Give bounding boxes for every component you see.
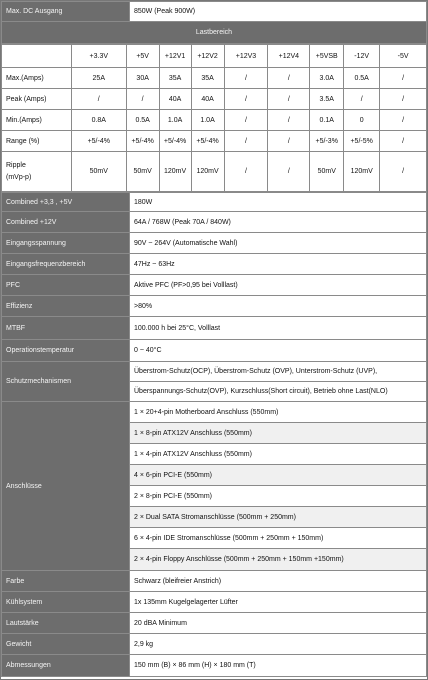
connector-item: 2 × 8-pin PCI-E (550mm) [130,486,427,507]
cell: / [268,110,310,131]
cell: / [380,152,427,192]
spec-value: >80% [130,296,427,317]
connector-item: 1 × 20+4-pin Motherboard Anschluss (550mm) [130,402,427,423]
spec-row [2,613,427,634]
max-dc-label: Max. DC Ausgang [2,2,130,22]
cell: +5/-4% [191,131,224,152]
cell: +5/-4% [71,131,126,152]
protection-row [2,362,427,382]
spec-value: Schwarz (bleifreier Anstrich) [130,571,427,592]
load-range-table [1,44,427,192]
cell: / [268,68,310,89]
spec-row [2,340,427,362]
table-row [2,131,427,152]
spec-value: 47Hz ~ 63Hz [130,254,427,275]
cell: 50mV [126,152,159,192]
spec-row [2,275,427,296]
cell: / [268,152,310,192]
spec-label: Effizienz [2,296,130,317]
cell: / [380,68,427,89]
ripple-label-line1: Ripple [6,161,26,169]
cell: +5/-5% [344,131,380,152]
spec-value: Aktive PFC (PF>0,95 bei Volllast) [130,275,427,296]
spec-label: Gewicht [2,634,130,655]
cell: / [224,68,268,89]
connector-item: 6 × 4-pin IDE Stromanschlüsse (500mm + 250mm + 150mm) [130,528,427,549]
col-header: -5V [380,45,427,68]
spec-row [2,254,427,275]
cell: 120mV [159,152,191,192]
cell: / [224,110,268,131]
cell: 3.5A [310,89,344,110]
spec-value: 150 mm (B) × 86 mm (H) × 180 mm (T) [130,655,427,677]
header-table [1,1,427,44]
connector-row [2,402,427,423]
cell: 1.0A [159,110,191,131]
spec-row [2,592,427,613]
spec-value: 90V ~ 264V (Automatische Wahl) [130,233,427,254]
spec-row [2,233,427,254]
spec-row [2,634,427,655]
cell: 50mV [310,152,344,192]
connector-item: 4 × 6-pin PCI-E (550mm) [130,465,427,486]
load-header-row [2,45,427,68]
spec-label: Kühlsystem [2,592,130,613]
corner-cell [2,45,72,68]
cell: 50mV [71,152,126,192]
cell: / [126,89,159,110]
row-label: Range (%) [2,131,72,152]
protection-label: Schutzmechanismen [2,362,130,402]
ripple-label-line2: (mVp-p) [6,173,32,181]
cell: 0.1A [310,110,344,131]
spec-label: Operationstemperatur [2,340,130,362]
connector-item: 1 × 4-pin ATX12V Anschluss (550mm) [130,444,427,465]
spec-value: 64A / 768W (Peak 70A / 840W) [130,212,427,233]
cell: 120mV [191,152,224,192]
spec-value: 0 ~ 40°C [130,340,427,362]
protection-line2: Überspannungs-Schutz(OVP), Kurzschluss(Short circuit), Betrieb ohne Last(NLO) [130,382,427,402]
connector-item: 2 × 4-pin Floppy Anschlüsse (500mm + 250mm + 150mm +150mm) [130,549,427,571]
cell: / [268,131,310,152]
cell: / [380,110,427,131]
spec-label: MTBF [2,317,130,340]
protection-line1: Überstrom-Schutz(OCP), Überstrom-Schutz (OVP), Unterstrom-Schutz (UVP), [130,362,427,382]
cell: 0.8A [71,110,126,131]
spec-label: PFC [2,275,130,296]
spec-row [2,193,427,212]
cell: +5/-4% [159,131,191,152]
connector-item: 2 × Dual SATA Stromanschlüsse (500mm + 250mm) [130,507,427,528]
cell: 35A [159,68,191,89]
spec-label: Combined +3,3 , +5V [2,193,130,212]
row-label: Max.(Amps) [2,68,72,89]
spec-row [2,296,427,317]
cell: 30A [126,68,159,89]
cell: / [380,89,427,110]
cell: / [380,131,427,152]
spec-value: 100.000 h bei 25°C, Volllast [130,317,427,340]
table-row [2,68,427,89]
cell: 0.5A [344,68,380,89]
col-header: +12V1 [159,45,191,68]
spec-label: Eingangsfrequenzbereich [2,254,130,275]
table-row [2,89,427,110]
cell: 120mV [344,152,380,192]
spec-row [2,317,427,340]
spec-label: Eingangsspannung [2,233,130,254]
spec-row [2,655,427,677]
cell: / [344,89,380,110]
cell: 1.0A [191,110,224,131]
cell: / [224,131,268,152]
max-dc-value: 850W (Peak 900W) [130,2,427,22]
col-header: +3.3V [71,45,126,68]
cell: +5/-3% [310,131,344,152]
cell: 40A [191,89,224,110]
cell: / [224,152,268,192]
cell: / [71,89,126,110]
cell: 35A [191,68,224,89]
col-header: +5VSB [310,45,344,68]
cell: 40A [159,89,191,110]
row-label: Min.(Amps) [2,110,72,131]
col-header: +12V4 [268,45,310,68]
spec-label: Farbe [2,571,130,592]
row-label-ripple [2,152,72,192]
table-row [2,110,427,131]
specs-table [1,192,427,677]
cell: +5/-4% [126,131,159,152]
col-header: +5V [126,45,159,68]
connector-item: 1 × 8-pin ATX12V Anschluss (550mm) [130,423,427,444]
col-header: -12V [344,45,380,68]
spec-value: 180W [130,193,427,212]
spec-value: 2,9 kg [130,634,427,655]
spec-row [2,212,427,233]
cell: 25A [71,68,126,89]
cell: 3.0A [310,68,344,89]
spec-value: 20 dBA Minimum [130,613,427,634]
col-header: +12V3 [224,45,268,68]
table-row [2,152,427,192]
spec-label: Combined +12V [2,212,130,233]
spec-label: Lautstärke [2,613,130,634]
cell: 0.5A [126,110,159,131]
cell: 0 [344,110,380,131]
connectors-label: Anschlüsse [2,402,130,571]
row-label: Peak (Amps) [2,89,72,110]
cell: / [224,89,268,110]
cell: / [268,89,310,110]
spec-label: Abmessungen [2,655,130,677]
section-lastbereich: Lastbereich [2,22,427,44]
spec-value: 1x 135mm Kugelgelagerter Lüfter [130,592,427,613]
col-header: +12V2 [191,45,224,68]
spec-row [2,571,427,592]
